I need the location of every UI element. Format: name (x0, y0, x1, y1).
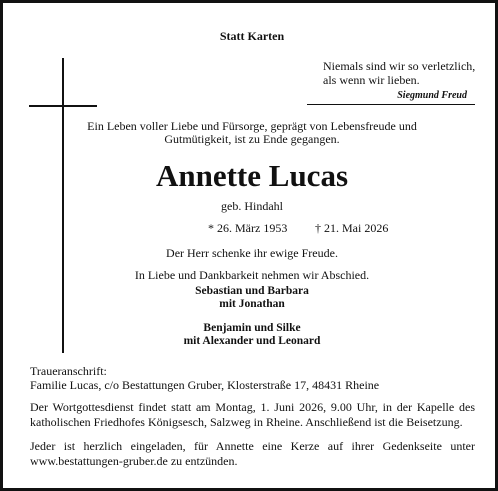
service-line-2: katholischen Friedhofes Königsesch, Salzweg in Rheine. Anschließend ist die Beisetzung. (30, 415, 463, 429)
service-line-1: Der Wortgottesdienst findet statt am Montag, 1. Juni 2026, 9.00 Uhr, in der Kapelle des (30, 400, 475, 414)
deceased-name: Annette Lucas (155, 158, 349, 193)
candle-line-2: www.bestattungen-gruber.de zu entzünden. (30, 454, 238, 468)
quote-line-1: Niemals sind wir so verletzlich, (323, 59, 476, 73)
farewell: In Liebe und Dankbarkeit nehmen wir Abschied. (134, 268, 370, 282)
quote-line-2: als wenn wir lieben. (323, 73, 420, 87)
quote (323, 59, 475, 87)
candle-block (30, 439, 475, 469)
candle-line-1: Jeder ist herzlich eingeladen, für Annette eine Kerze auf ihrer Gedenkseite unter (30, 439, 475, 453)
quote-author: Siegmund Freud (397, 90, 467, 101)
mourner-2-line-2: mit Alexander und Leonard (183, 335, 321, 347)
cross-icon-horizontal (29, 105, 97, 107)
birth-date: * 26. März 1953 (208, 221, 288, 235)
statt-karten-heading: Statt Karten (219, 29, 285, 43)
intro-line-1: Ein Leben voller Liebe und Fürsorge, geprägt von Lebensfreude und (87, 119, 417, 133)
address-label: Traueranschrift: (30, 364, 107, 378)
mourner-1-line-1: Sebastian und Barbara (195, 285, 309, 297)
mourner-2-line-1: Benjamin und Silke (203, 322, 301, 334)
mourner-1-line-2: mit Jonathan (219, 298, 285, 310)
quote-divider (307, 104, 475, 105)
service-block (30, 400, 475, 430)
address-block (30, 364, 379, 392)
death-date: † 21. Mai 2026 (315, 221, 389, 235)
maiden-name: geb. Hindahl (221, 199, 283, 213)
intro-line-2: Gutmütigkeit, ist zu Ende gegangen. (164, 132, 340, 146)
blessing: Der Herr schenke ihr ewige Freude. (166, 246, 338, 260)
address-value: Familie Lucas, c/o Bestattungen Gruber, Klosterstraße 17, 48431 Rheine (30, 378, 380, 392)
